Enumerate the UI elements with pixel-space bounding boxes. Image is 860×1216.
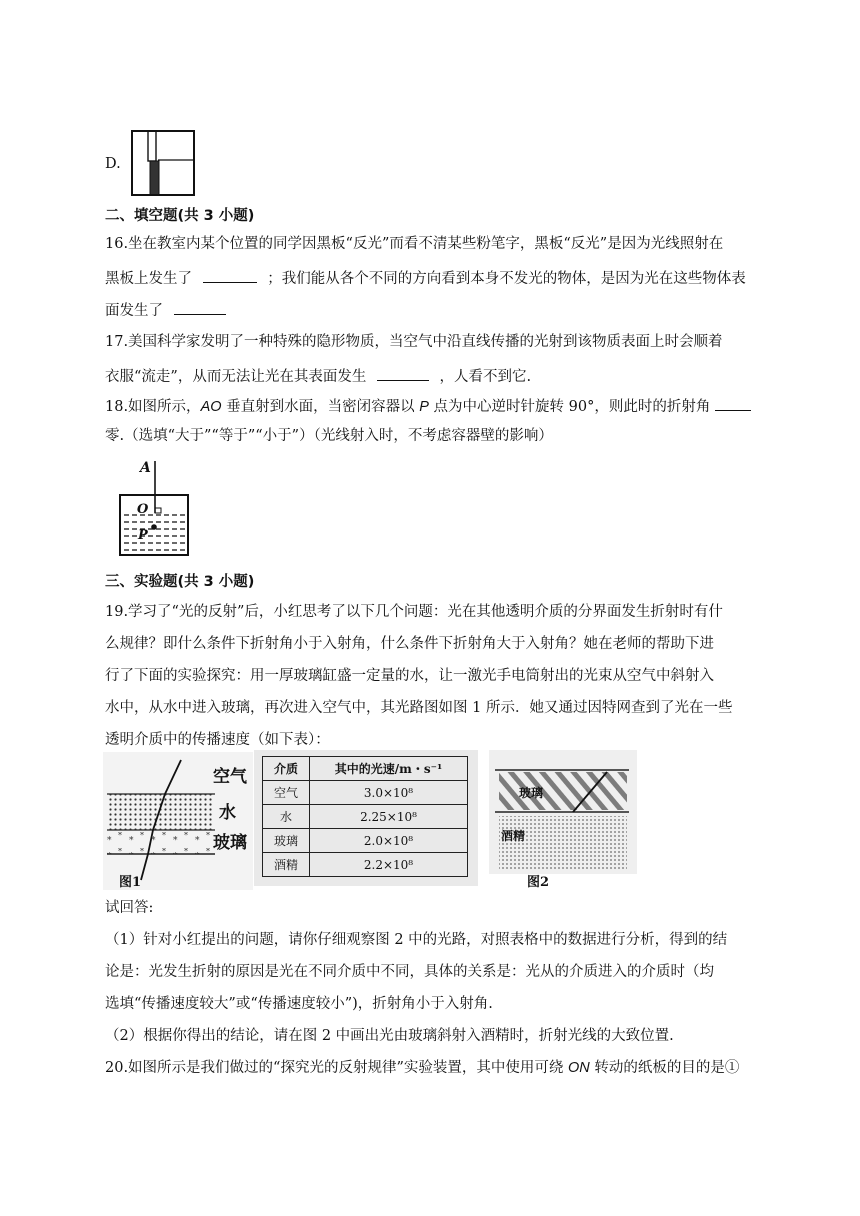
q19-line2: 么规律？即什么条件下折射角小于入射角，什么条件下折射角大于入射角？她在老师的帮助下进 <box>105 636 714 652</box>
q19-line1: 19.学习了“光的反射”后，小红思考了以下几个问题：光在其他透明介质的分界面发生折射时有什 <box>105 604 723 620</box>
q20-text-a: 20.如图所示是我们做过的“探究光的反射规律”实验装置，其中使用可绕 <box>105 1060 568 1076</box>
q18-text-b: 垂直射到水面，当密闭容器以 <box>221 399 420 415</box>
q18-fig-label-a: A <box>140 460 151 476</box>
q18-text-c: 点为中心逆时针旋转 90°，则此时的折射角 <box>428 399 711 415</box>
fig1-label-glass: 玻璃 <box>213 833 247 853</box>
q18-text-a: 18.如图所示， <box>105 399 201 415</box>
q17-text-a: 衣服“流走”，从而无法让光在其表面发生 <box>105 369 367 385</box>
tube-upper <box>148 131 156 161</box>
fig1-caption: 图1 <box>119 875 142 890</box>
q19-figure2 <box>489 750 637 890</box>
q16-line3 <box>105 300 226 321</box>
q16-blank-1[interactable] <box>203 268 257 283</box>
option-d-figure <box>128 128 200 198</box>
right-angle-mark <box>155 508 161 513</box>
table-cell-medium: 水 <box>263 805 310 829</box>
q19-p1-line3: 选填“传播速度较大”或“传播速度较小”)，折射角小于入射角. <box>105 996 493 1012</box>
glass-layer <box>107 832 213 854</box>
alcohol-layer <box>499 816 627 870</box>
q16-text-b: ；我们能从各个不同的方向看到本身不发光的物体，是因为光在这些物体表 <box>267 271 746 287</box>
table-cell-speed: 3.0×10⁸ <box>310 781 468 805</box>
q17-blank[interactable] <box>377 366 429 381</box>
water-layer <box>107 794 213 830</box>
q18-p: P <box>419 399 429 415</box>
q19-figure1 <box>103 752 253 890</box>
section2-title: 二、填空题(共 3 小题) <box>105 208 255 224</box>
option-d-label: D. <box>105 156 121 172</box>
q19-line3: 行了下面的实验探究：用一厚玻璃缸盛一定量的水，让一激光手电筒射出的光束从空气中斜射入 <box>105 668 714 684</box>
fig2-caption: 图2 <box>527 875 550 890</box>
q18-fig-label-p: P <box>138 528 148 543</box>
q18-figure <box>110 455 200 559</box>
q19-line5: 透明介质中的传播速度（如下表）： <box>105 732 330 748</box>
q17-text-b: ，人看不到它. <box>439 369 532 385</box>
table-header-speed: 其中的光速/m・s⁻¹ <box>310 757 468 781</box>
speed-table-wrap <box>254 750 478 886</box>
table-row <box>263 805 468 829</box>
q19-p1-line2: 论是：光发生折射的原因是光在不同介质中不同，具体的关系是：光从的介质进入的介质时（均 <box>105 964 714 980</box>
q20-line1 <box>105 1058 739 1078</box>
fig1-label-water: 水 <box>219 803 236 823</box>
q16-text-a: 黑板上发生了 <box>105 271 192 287</box>
q19-p2: （2）根据你得出的结论，请在图 2 中画出光由玻璃斜射入酒精时，折射光线的大致位置. <box>105 1028 674 1044</box>
q18-blank[interactable] <box>715 396 751 411</box>
beaker-outline <box>132 131 194 195</box>
q16-blank-2[interactable] <box>174 300 226 315</box>
q17-line1: 17.美国科学家发明了一种特殊的隐形物质，当空气中沿直线传播的光射到该物质表面上时会顺着 <box>105 334 723 350</box>
q16-line2 <box>105 268 746 289</box>
center-point-p <box>151 524 157 530</box>
fig1-label-air: 空气 <box>213 767 247 787</box>
q16-text-c: 面发生了 <box>105 303 163 319</box>
q18-ao: AO <box>200 399 222 415</box>
table-row <box>263 853 468 877</box>
q18-fig-label-o: O <box>137 502 149 517</box>
water-dashes <box>124 515 185 550</box>
q20-text-b: 转动的纸板的目的是① <box>589 1060 740 1076</box>
table-header-row <box>263 757 468 781</box>
q19-line4: 水中，从水中进入玻璃，再次进入空气中，其光路图如图 1 所示．她又通过因特网查到了光在一些 <box>105 700 733 716</box>
q19-p1-line1: （1）针对小红提出的问题，请你仔细观察图 2 中的光路，对照表格中的数据进行分析，得到的结 <box>105 932 728 948</box>
q18-line1 <box>105 396 751 417</box>
table-cell-medium: 酒精 <box>263 853 310 877</box>
q16-line1: 16.坐在教室内某个位置的同学因黑板“反光”而看不清某些粉笔字，黑板“反光”是因为光线照射在 <box>105 236 724 252</box>
q19-answer-prompt: 试回答: <box>105 900 154 916</box>
q20-on: ON <box>568 1060 590 1076</box>
speed-table <box>262 756 468 877</box>
fig2-label-alcohol: 酒精 <box>501 829 526 843</box>
table-cell-speed: 2.2×10⁸ <box>310 853 468 877</box>
tube-lower-filled <box>150 161 159 195</box>
table-cell-medium: 玻璃 <box>263 829 310 853</box>
table-cell-speed: 2.0×10⁸ <box>310 829 468 853</box>
fig2-label-glass: 玻璃 <box>519 786 544 800</box>
section3-title: 三、实验题(共 3 小题) <box>105 574 255 590</box>
table-cell-speed: 2.25×10⁸ <box>310 805 468 829</box>
table-row <box>263 829 468 853</box>
table-cell-medium: 空气 <box>263 781 310 805</box>
table-header-medium: 介质 <box>263 757 310 781</box>
q18-line2: 零.（选填“大于”“等于”“小于”）（光线射入时，不考虑容器壁的影响） <box>105 428 553 444</box>
q17-line2 <box>105 366 531 387</box>
table-row <box>263 781 468 805</box>
